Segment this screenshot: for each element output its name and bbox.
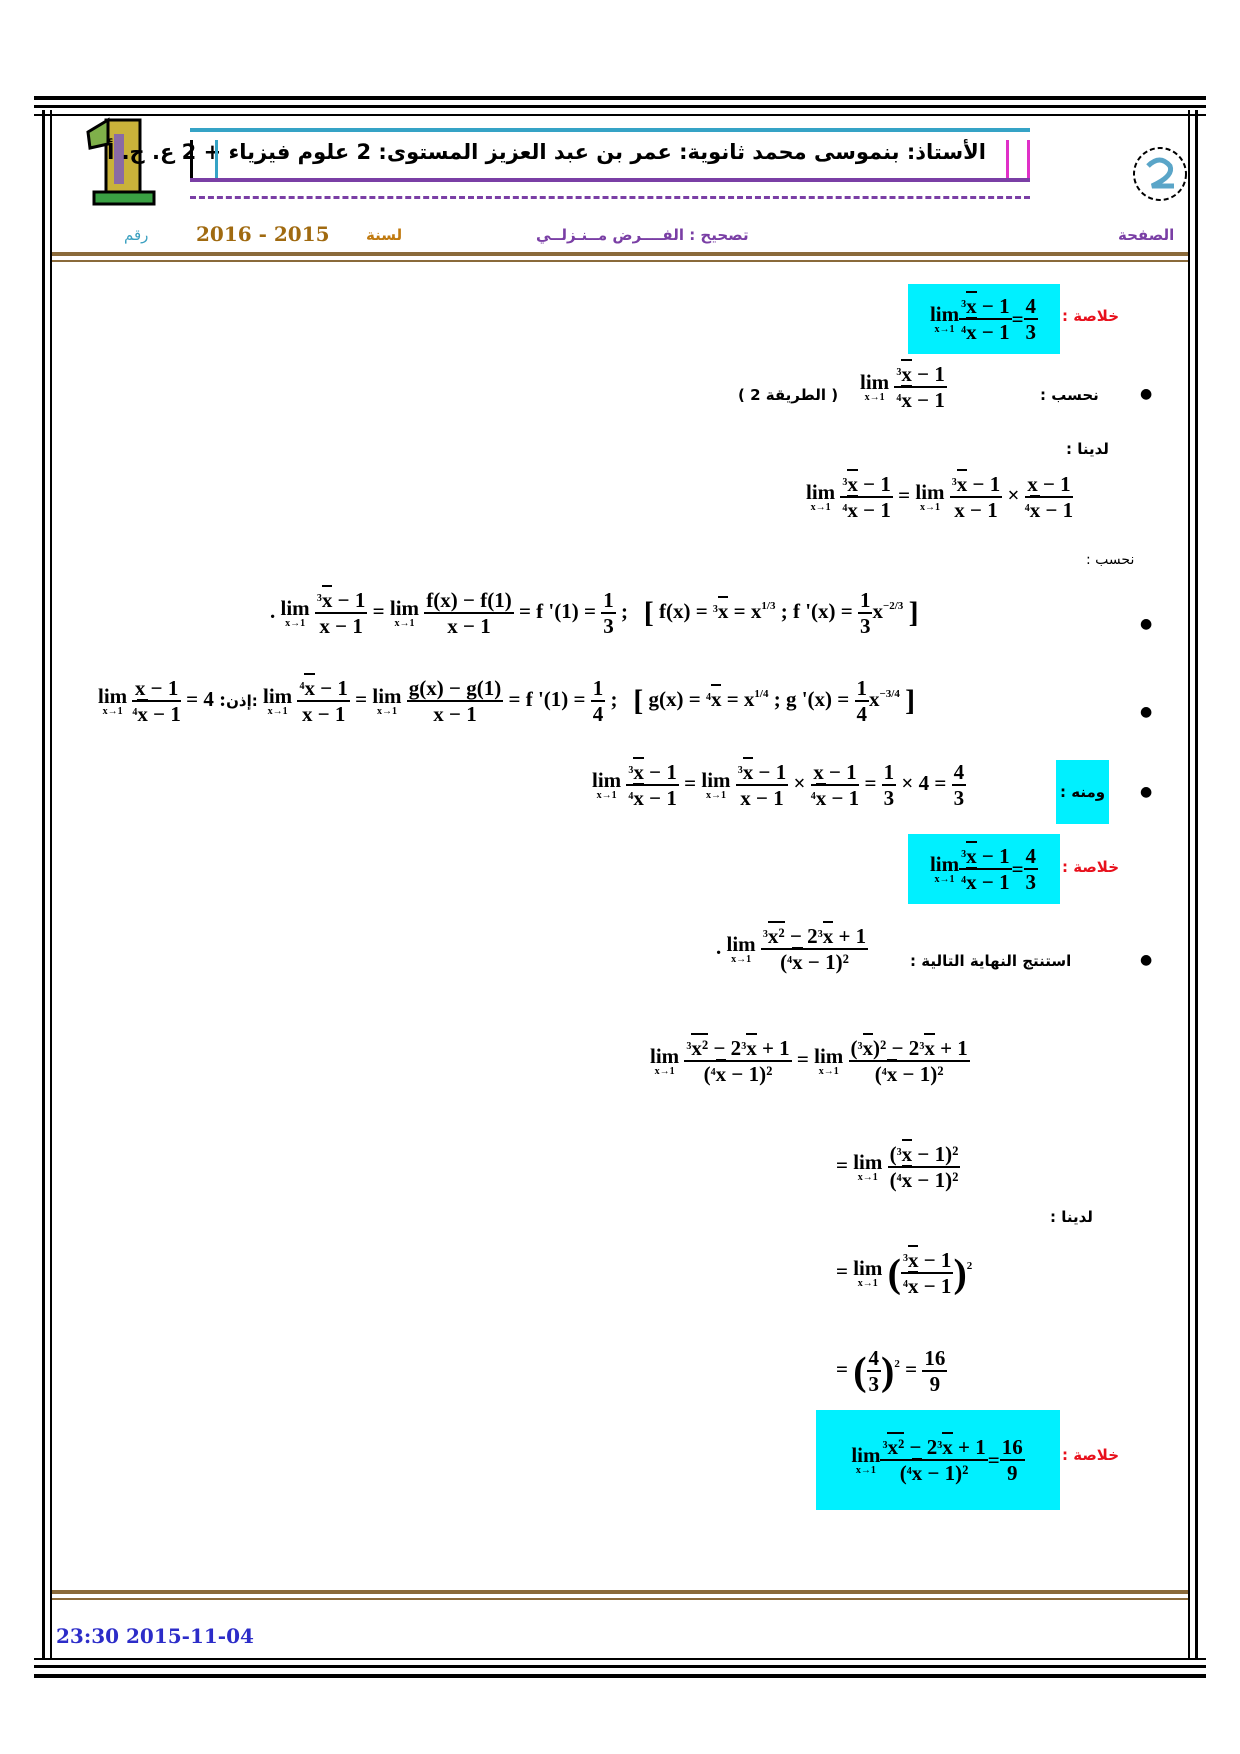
frame-left-line-inner bbox=[50, 110, 52, 1658]
lim-sub: x→1 bbox=[818, 1065, 839, 1077]
header-title: الأستاذ: بنموسى محمد ثانوية: عمر بن عبد العزيز المستوى: 2 علوم فيزياء + 2 ع. ح. أ bbox=[107, 140, 986, 164]
lim-sub: x→1 bbox=[855, 1464, 876, 1476]
lim-sub: x→1 bbox=[705, 789, 726, 801]
number-label: رقم bbox=[124, 226, 149, 244]
header-right-bars bbox=[1006, 140, 1030, 178]
lim-sub: x→1 bbox=[857, 1277, 878, 1289]
header-divider bbox=[52, 252, 1188, 256]
badge-digit bbox=[1152, 158, 1153, 159]
hence-label: إذن: bbox=[226, 691, 258, 710]
summary-label-1: خلاصة : bbox=[1062, 307, 1120, 325]
lim-text: lim bbox=[372, 683, 402, 708]
page-label: الصفحة bbox=[1118, 226, 1175, 244]
page-frame-bottom bbox=[34, 1658, 1206, 1678]
lim-sub: x→1 bbox=[285, 617, 306, 629]
lim-sub: x→1 bbox=[102, 705, 123, 717]
compute-label: نحسب : bbox=[1040, 386, 1099, 404]
summary-formula-2: lim x→1 $\frac{^3x - 1}{^4x - 1}$ = $\frac{4}{3}$ bbox=[908, 834, 1060, 904]
lim-text: lim bbox=[389, 595, 420, 620]
compute-formula: lim x→1 $\frac{^3x - 1}{^4x - 1}$ bbox=[860, 362, 947, 412]
we-have-formula: lim x→1 $\frac{^3x - 1}{^4x - 1}$ = lim x→1 $\frac{^3x - 1}{x - 1}$ × $\frac{x - 1}{^4x - 1}$ bbox=[806, 472, 1073, 522]
method-2-label: ( الطريقة 2 ) bbox=[738, 386, 839, 404]
header-box bbox=[107, 128, 1030, 182]
header-left-bars bbox=[190, 140, 218, 178]
derivative-f-formula: . lim x→1 $\frac{^3x - 1}{x - 1}$ = lim x→1 $\frac{f(x) - f(1)}{x - 1}$ = f '(1) = $\frac{1}{3}$ ; [ $f(x) = ^3x = x^{1/3}$ ; f '(x) = $\frac{1}{3}$ $x^{-2/3}$ ] bbox=[270, 588, 919, 638]
correction-text: تصحيح : الفــــرض مــنـزلــي bbox=[536, 226, 749, 244]
lim-sub: x→1 bbox=[934, 873, 955, 885]
year-value: 2016 - 2015 bbox=[196, 222, 330, 246]
frame-left-line bbox=[42, 110, 45, 1658]
header-dashed-line bbox=[190, 196, 1030, 199]
compute-small-label: نحسب : bbox=[1086, 552, 1135, 568]
lim-text: lim bbox=[853, 1255, 883, 1280]
bullet-5: ● bbox=[1140, 952, 1153, 968]
lim-text: lim bbox=[701, 767, 731, 792]
lim-sub: x→1 bbox=[919, 501, 940, 513]
bullet-4: ● bbox=[1140, 784, 1153, 800]
dev-step-4: = ( $\frac{4}{3}$ )$^2$ = $\frac{16}{9}$ bbox=[836, 1346, 946, 1397]
lim-sub: x→1 bbox=[376, 705, 397, 717]
lim-sub: x→1 bbox=[934, 323, 955, 335]
lim-sub: x→1 bbox=[267, 705, 288, 717]
lim-text: lim bbox=[726, 931, 756, 956]
badge-two-icon bbox=[1130, 144, 1190, 204]
lim-sub: x→1 bbox=[864, 391, 885, 403]
we-have-label-2: لدينا : bbox=[1050, 1208, 1093, 1226]
frame-right-line bbox=[1195, 110, 1198, 1658]
lim-text: lim bbox=[853, 1149, 883, 1174]
lim-text: lim bbox=[650, 1043, 680, 1068]
frame-right-line-inner bbox=[1188, 110, 1190, 1658]
year-label: لسنة bbox=[366, 226, 403, 244]
therefore-formula: lim x→1 $\frac{^3x - 1}{^4x - 1}$ = lim x→1 $\frac{^3x - 1}{x - 1}$ × $\frac{x - 1}{^4x - 1}$ = $\frac{1}{3}$ × 4 = $\frac{4}{3}$ bbox=[592, 760, 966, 810]
deduce-formula: . lim x→1 $\frac{^3x^2 - 2^3x + 1}{(^4x - 1)^2}$ bbox=[716, 924, 868, 974]
bullet-2: ● bbox=[1140, 616, 1153, 632]
lim-sub: x→1 bbox=[857, 1171, 878, 1183]
lim-text: lim bbox=[860, 369, 890, 394]
derivative-g-formula: lim x→1 $\frac{x - 1}{^4x - 1}$ = 4 :إذن: lim x→1 $\frac{^4x - 1}{x - 1}$ = lim x→1 $\frac{g(x) - g(1)}{x - 1}$ = f '(1) = $\frac{1}{4}$ ; [ $g(x) = ^4x = x^{1/4}$ ; g '(x) = $\frac{1}{4}$ $x^{-3/4}$ ] bbox=[98, 676, 915, 726]
lim-text: lim bbox=[814, 1043, 844, 1068]
dev-step-3: = lim x→1 ( $\frac{^3x - 1}{^4x - 1}$ )$^2$ bbox=[836, 1248, 972, 1298]
lim-text: lim bbox=[915, 479, 945, 504]
lim-sub: x→1 bbox=[596, 789, 617, 801]
bullet-3: ● bbox=[1140, 704, 1153, 720]
correction-label bbox=[536, 226, 749, 244]
lim-sub: x→1 bbox=[731, 953, 752, 965]
dev-step-1: lim x→1 $\frac{^3x^2 - 2^3x + 1}{(^4x - 1)^2}$ = lim x→1 $\frac{(^3x)^2 - 2^3x + 1}{(^4x - 1)^2}$ bbox=[650, 1036, 970, 1086]
summary-label-2: خلاصة : bbox=[1062, 858, 1120, 876]
lim-text: lim bbox=[851, 1442, 881, 1467]
header-divider-2 bbox=[52, 260, 1188, 262]
lim-sub: x→1 bbox=[810, 501, 831, 513]
lim-text: lim bbox=[929, 851, 960, 876]
lim-text: lim bbox=[280, 595, 310, 620]
summary-formula-3: lim x→1 $\frac{^3x^2 - 2^3x + 1}{(^4x - 1)^2}$ = $\frac{16}{9}$ bbox=[816, 1410, 1060, 1510]
footer-divider-2 bbox=[52, 1598, 1188, 1600]
summary-label-3: خلاصة : bbox=[1062, 1446, 1120, 1464]
summary-formula-1: lim x→1 $\frac{^3x - 1}{^4x - 1}$ = $\frac{4}{3}$ bbox=[908, 284, 1060, 354]
we-have-label: لدينا : bbox=[1066, 440, 1109, 458]
page-frame-top bbox=[34, 96, 1206, 116]
lim-sub: x→1 bbox=[394, 617, 415, 629]
dev-step-2: = lim x→1 $\frac{(^3x - 1)^2}{(^4x - 1)^2}$ bbox=[836, 1142, 960, 1192]
lim-sub: x→1 bbox=[654, 1065, 675, 1077]
lim-text: lim bbox=[98, 683, 128, 708]
footer-divider bbox=[52, 1590, 1188, 1594]
lim-text: lim bbox=[263, 683, 293, 708]
deduce-label: استنتج النهاية التالية : bbox=[910, 952, 1072, 970]
lim-text: lim bbox=[806, 479, 836, 504]
bullet-1: ● bbox=[1140, 386, 1153, 402]
lim-text: lim bbox=[929, 301, 960, 326]
therefore-label: ومنه : bbox=[1056, 760, 1109, 824]
lim-text: lim bbox=[592, 767, 622, 792]
footer-datetime: 23:30 2015-11-04 bbox=[56, 1624, 254, 1648]
